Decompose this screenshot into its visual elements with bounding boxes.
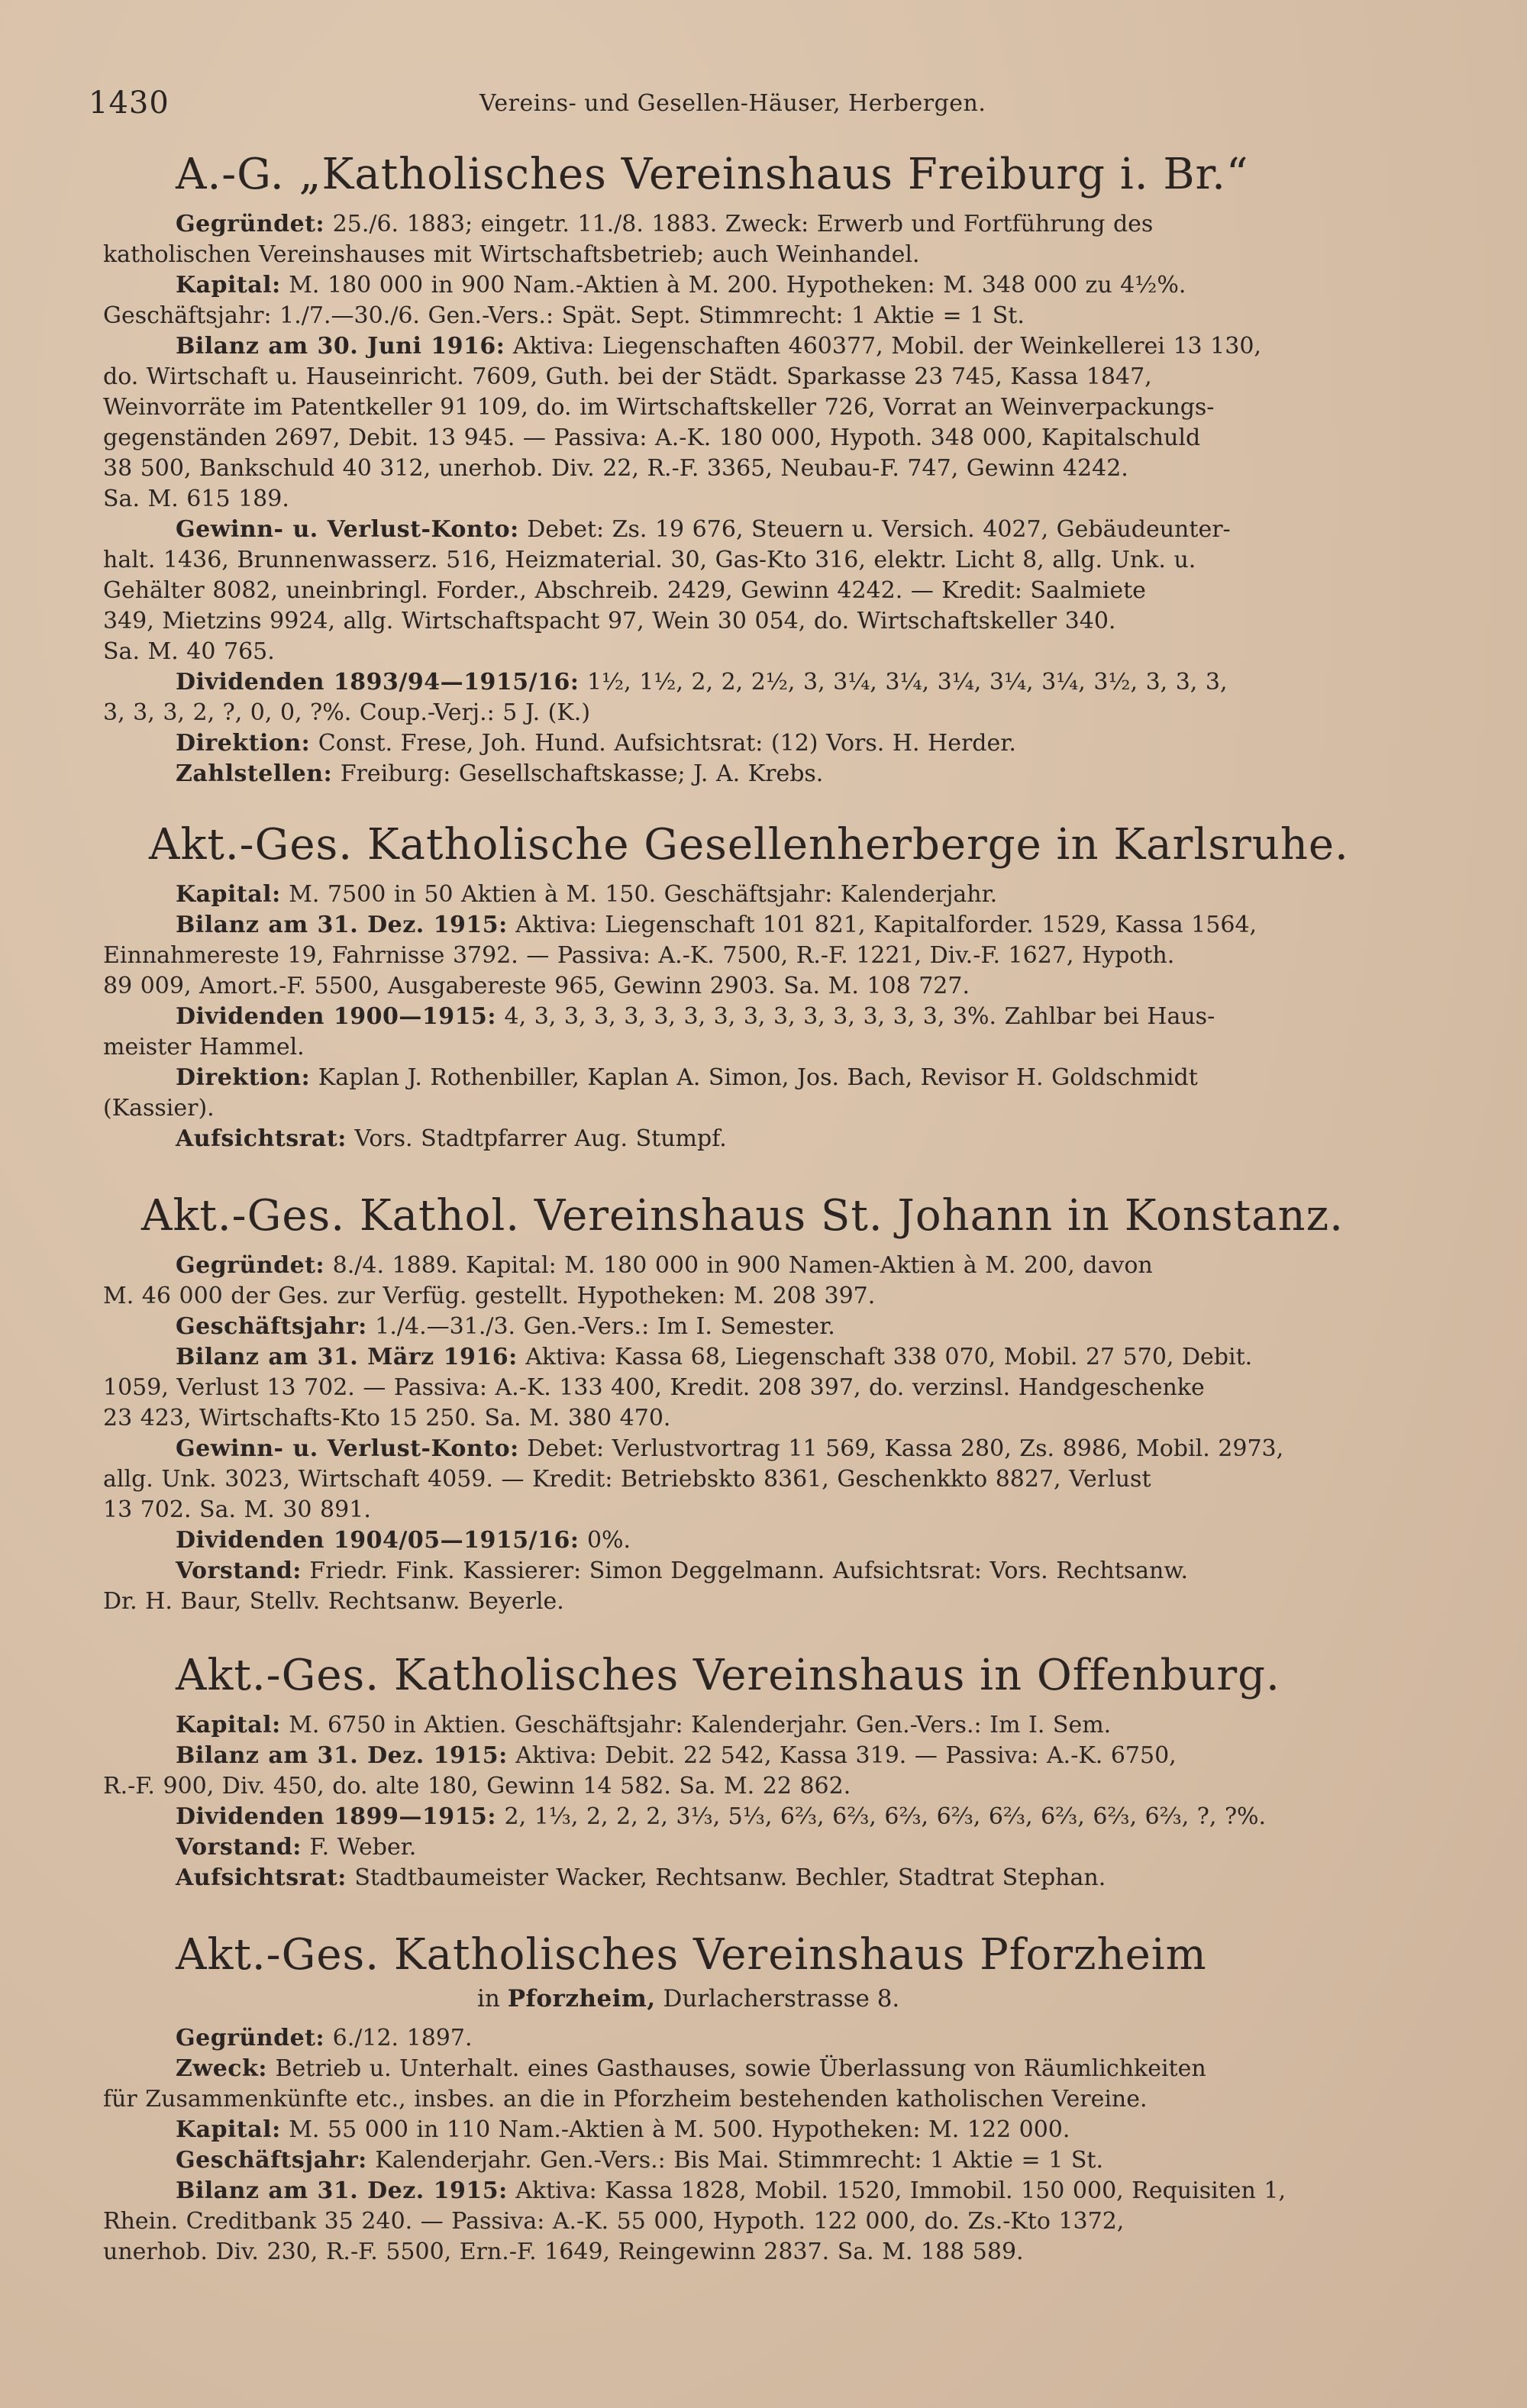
- field-label: Bilanz am 30. Juni 1916:: [176, 333, 505, 360]
- field-label: Gewinn- u. Verlust-Konto:: [176, 516, 519, 543]
- entry-paragraph: [103, 2176, 1470, 2268]
- entry-paragraph: [103, 331, 1470, 515]
- entry-paragraph: [103, 880, 1470, 910]
- entry-paragraph: [103, 270, 1470, 331]
- field-text: Vors. Stadtpfarrer Aug. Stumpf.: [346, 1125, 727, 1152]
- entry-paragraph: [103, 1434, 1470, 1525]
- field-text: Kaplan J. Rothenbiller, Kaplan A. Simon, Jos. Bach, Revisor H. Goldschmidt (Kassier).: [103, 1064, 1198, 1122]
- entry-paragraph: [103, 2023, 1470, 2054]
- field-label: Gegründet:: [176, 2025, 325, 2051]
- entry-subtitle: [103, 1984, 1470, 2014]
- field-label: Zweck:: [176, 2055, 267, 2082]
- entry-offenburg: [103, 1648, 1470, 1893]
- entry-paragraph: [103, 2145, 1470, 2176]
- entry-paragraph: [103, 1741, 1470, 1802]
- field-text: M. 180 000 in 900 Nam.-Aktien à M. 200. Hypotheken: M. 348 000 zu 4½%. Geschäftsjahr: 1./7.—30./6. Gen.-Vers.: Spät. Sept. Stimmrecht: 1 Aktie = 1 St.: [103, 272, 1186, 329]
- entry-paragraph: [103, 1312, 1470, 1342]
- entry-pforzheim: [103, 1927, 1470, 2268]
- field-label: Geschäftsjahr:: [176, 1313, 367, 1340]
- field-label: Kapital:: [176, 881, 281, 908]
- field-label: Bilanz am 31. Dez. 1915:: [176, 2177, 508, 2204]
- entry-paragraph: [103, 2054, 1470, 2115]
- entry-paragraph: [103, 1063, 1470, 1124]
- field-label: Direktion:: [176, 730, 311, 757]
- field-text: Const. Frese, Joh. Hund. Aufsichtsrat: (12) Vors. H. Herder.: [310, 730, 1016, 757]
- field-label: Aufsichtsrat:: [176, 1125, 347, 1152]
- running-head: [89, 86, 1463, 131]
- field-text: 1½, 1½, 2, 2, 2½, 3, 3¼, 3¼, 3¼, 3¼, 3¼, 3½, 3, 3, 3, 3, 3, 3, 2, ?, 0, 0, ?%. Coup.-Verj.: 5 J. (K.): [103, 669, 1228, 726]
- entry-title: Akt.-Ges. Katholisches Vereinshaus Pforzheim: [176, 1930, 1207, 1980]
- field-label: Kapital:: [176, 2116, 281, 2143]
- field-label: Aufsichtsrat:: [176, 1864, 347, 1891]
- field-label: Bilanz am 31. März 1916:: [176, 1344, 518, 1370]
- field-label: Zahlstellen:: [176, 760, 333, 787]
- field-label: Dividenden 1904/05—1915/16:: [176, 1527, 579, 1554]
- subtitle-city: Pforzheim,: [507, 1985, 656, 2013]
- field-label: Gewinn- u. Verlust-Konto:: [176, 1435, 519, 1462]
- field-label: Direktion:: [176, 1064, 311, 1091]
- entry-title: Akt.-Ges. Katholisches Vereinshaus in Offenburg.: [176, 1651, 1280, 1700]
- field-text: 6./12. 1897.: [324, 2025, 473, 2051]
- subtitle-address: Durlacherstrasse 8.: [655, 1985, 900, 2013]
- entry-paragraph: [103, 910, 1470, 1002]
- entry-freiburg: [103, 147, 1470, 789]
- field-label: Bilanz am 31. Dez. 1915:: [176, 1742, 508, 1769]
- entry-title: A.-G. „Katholisches Vereinshaus Freiburg i. Br.“: [176, 150, 1249, 199]
- page-content: [103, 147, 1470, 2268]
- entry-konstanz: [103, 1188, 1470, 1617]
- entry-paragraph: [103, 515, 1470, 667]
- field-label: Vorstand:: [176, 1557, 302, 1584]
- field-label: Geschäftsjahr:: [176, 2147, 367, 2174]
- entry-paragraph: [103, 1832, 1470, 1863]
- field-text: Aktiva: Debit. 22 542, Kassa 319. — Passiva: A.-K. 6750, R.-F. 900, Div. 450, do. alte 180, Gewinn 14 582. Sa. M. 22 862.: [103, 1742, 1177, 1800]
- field-text: Freiburg: Gesellschaftskasse; J. A. Krebs.: [332, 760, 824, 787]
- entry-paragraph: [103, 209, 1470, 270]
- entry-paragraph: [103, 1251, 1470, 1312]
- entry-paragraph: [103, 1710, 1470, 1741]
- field-text: Kalenderjahr. Gen.-Vers.: Bis Mai. Stimmrecht: 1 Aktie = 1 St.: [366, 2147, 1103, 2174]
- entry-paragraph: [103, 759, 1470, 789]
- field-text: Aktiva: Liegenschaft 101 821, Kapitalforder. 1529, Kassa 1564, Einnahmereste 19, Fahrnisse 3792. — Passiva: A.-K. 7500, R.-F. 1221, Div.-F. 1627, Hypoth. 89 009, Amort.-F. 5500, Ausgabereste 965, Gewinn 2903. Sa. M. 108 727.: [103, 912, 1257, 999]
- entry-paragraph: [103, 728, 1470, 759]
- entry-paragraph: [103, 1802, 1470, 1832]
- entry-paragraph: [103, 1863, 1470, 1893]
- entry-paragraph: [103, 1525, 1470, 1556]
- subtitle-prefix: in: [477, 1985, 508, 2013]
- entry-title: Akt.-Ges. Kathol. Vereinshaus St. Johann in Konstanz.: [141, 1191, 1344, 1241]
- field-label: Dividenden 1899—1915:: [176, 1803, 497, 1830]
- field-text: M. 7500 in 50 Aktien à M. 150. Geschäftsjahr: Kalenderjahr.: [280, 881, 998, 908]
- field-text: Debet: Verlustvortrag 11 569, Kassa 280, Zs. 8986, Mobil. 2973, allg. Unk. 3023, Wirtschaft 4059. — Kredit: Betriebskto 8361, Geschenkkto 8827, Verlust 13 702. Sa. M. 30 891.: [103, 1435, 1284, 1523]
- entry-paragraph: [103, 1124, 1470, 1154]
- field-text: Betrieb u. Unterhalt. eines Gasthauses, sowie Überlassung von Räumlichkeiten für Zusammenkünfte etc., insbes. an die in Pforzheim bestehenden katholischen Vereine.: [103, 2055, 1206, 2113]
- entry-paragraph: [103, 1002, 1470, 1063]
- page-number: 1430: [89, 86, 169, 121]
- field-text: 2, 1⅓, 2, 2, 2, 3⅓, 5⅓, 6⅔, 6⅔, 6⅔, 6⅔, 6⅔, 6⅔, 6⅔, 6⅔, ?, ?%.: [496, 1803, 1267, 1830]
- field-text: Aktiva: Kassa 1828, Mobil. 1520, Immobil. 150 000, Requisiten 1, Rhein. Creditbank 35 240. — Passiva: A.-K. 55 000, Hypoth. 122 000, do. Zs.-Kto 1372, unerhob. Div. 230, R.-F. 5500, Ern.-F. 1649, Reingewinn 2837. Sa. M. 188 589.: [103, 2177, 1286, 2265]
- field-text: Aktiva: Kassa 68, Liegenschaft 338 070, Mobil. 27 570, Debit. 1059, Verlust 13 702. — Passiva: A.-K. 133 400, Kredit. 208 397, do. verzinsl. Handgeschenke 23 423, Wirtschafts-Kto 15 250. Sa. M. 380 470.: [103, 1344, 1253, 1432]
- field-label: Kapital:: [176, 272, 281, 299]
- entry-paragraph: [103, 1556, 1470, 1617]
- entry-paragraph: [103, 2115, 1470, 2145]
- field-text: 4, 3, 3, 3, 3, 3, 3, 3, 3, 3, 3, 3, 3, 3, 3, 3%. Zahlbar bei Haus- meister Hammel.: [103, 1003, 1215, 1060]
- field-label: Kapital:: [176, 1712, 281, 1738]
- running-title: Vereins- und Gesellen-Häuser, Herbergen.: [479, 90, 986, 117]
- field-text: M. 6750 in Aktien. Geschäftsjahr: Kalenderjahr. Gen.-Vers.: Im I. Sem.: [280, 1712, 1112, 1738]
- field-text: M. 55 000 in 110 Nam.-Aktien à M. 500. Hypotheken: M. 122 000.: [280, 2116, 1070, 2143]
- field-label: Bilanz am 31. Dez. 1915:: [176, 912, 508, 938]
- field-text: 25./6. 1883; eingetr. 11./8. 1883. Zweck: Erwerb und Fortführung des katholischen Vereinshauses mit Wirtschaftsbetrieb; auch Weinhandel.: [103, 211, 1154, 268]
- field-label: Vorstand:: [176, 1834, 302, 1861]
- entry-paragraph: [103, 1342, 1470, 1434]
- field-label: Dividenden 1900—1915:: [176, 1003, 497, 1030]
- field-label: Dividenden 1893/94—1915/16:: [176, 669, 579, 696]
- entry-karlsruhe: [103, 817, 1470, 1154]
- field-text: Friedr. Fink. Kassierer: Simon Deggelmann. Aufsichtsrat: Vors. Rechtsanw. Dr. H. Baur, Stellv. Rechtsanw. Beyerle.: [103, 1557, 1189, 1615]
- field-text: 0%.: [579, 1527, 631, 1554]
- entry-title: Akt.-Ges. Katholische Gesellenherberge in Karlsruhe.: [149, 820, 1349, 870]
- field-text: 8./4. 1889. Kapital: M. 180 000 in 900 Namen-Aktien à M. 200, davon M. 46 000 der Ges. zur Verfüg. gestellt. Hypotheken: M. 208 397.: [103, 1252, 1153, 1309]
- field-label: Gegründet:: [176, 1252, 325, 1279]
- field-text: F. Weber.: [301, 1834, 417, 1861]
- field-text: Stadtbaumeister Wacker, Rechtsanw. Bechler, Stadtrat Stephan.: [346, 1864, 1106, 1891]
- field-text: Debet: Zs. 19 676, Steuern u. Versich. 4027, Gebäudeunter- halt. 1436, Brunnenwasserz. 516, Heizmaterial. 30, Gas-Kto 316, elektr. Licht 8, allg. Unk. u. Gehälter 8082, uneinbringl. Forder., Abschreib. 2429, Gewinn 4242. — Kredit: Saalmiete 349, Mietzins 9924, allg. Wirtschaftspacht 97, Wein 30 054, do. Wirtschaftskeller 340. Sa. M. 40 765.: [103, 516, 1231, 665]
- entry-paragraph: [103, 667, 1470, 728]
- field-text: 1./4.—31./3. Gen.-Vers.: Im I. Semester.: [366, 1313, 835, 1340]
- field-text: Aktiva: Liegenschaften 460377, Mobil. der Weinkellerei 13 130, do. Wirtschaft u. Hauseinricht. 7609, Guth. bei der Städt. Sparkasse 23 745, Kassa 1847, Weinvorräte im Patentkeller 91 109, do. im Wirtschaftskeller 726, Vorrat an Weinverpackungs- gegenständen 2697, Debit. 13 945. — Passiva: A.-K. 180 000, Hypoth. 348 000, Kapitalschuld 38 500, Bankschuld 40 312, unerhob. Div. 22, R.-F. 3365, Neubau-F. 747, Gewinn 4242. Sa. M. 615 189.: [103, 333, 1261, 512]
- field-label: Gegründet:: [176, 211, 325, 237]
